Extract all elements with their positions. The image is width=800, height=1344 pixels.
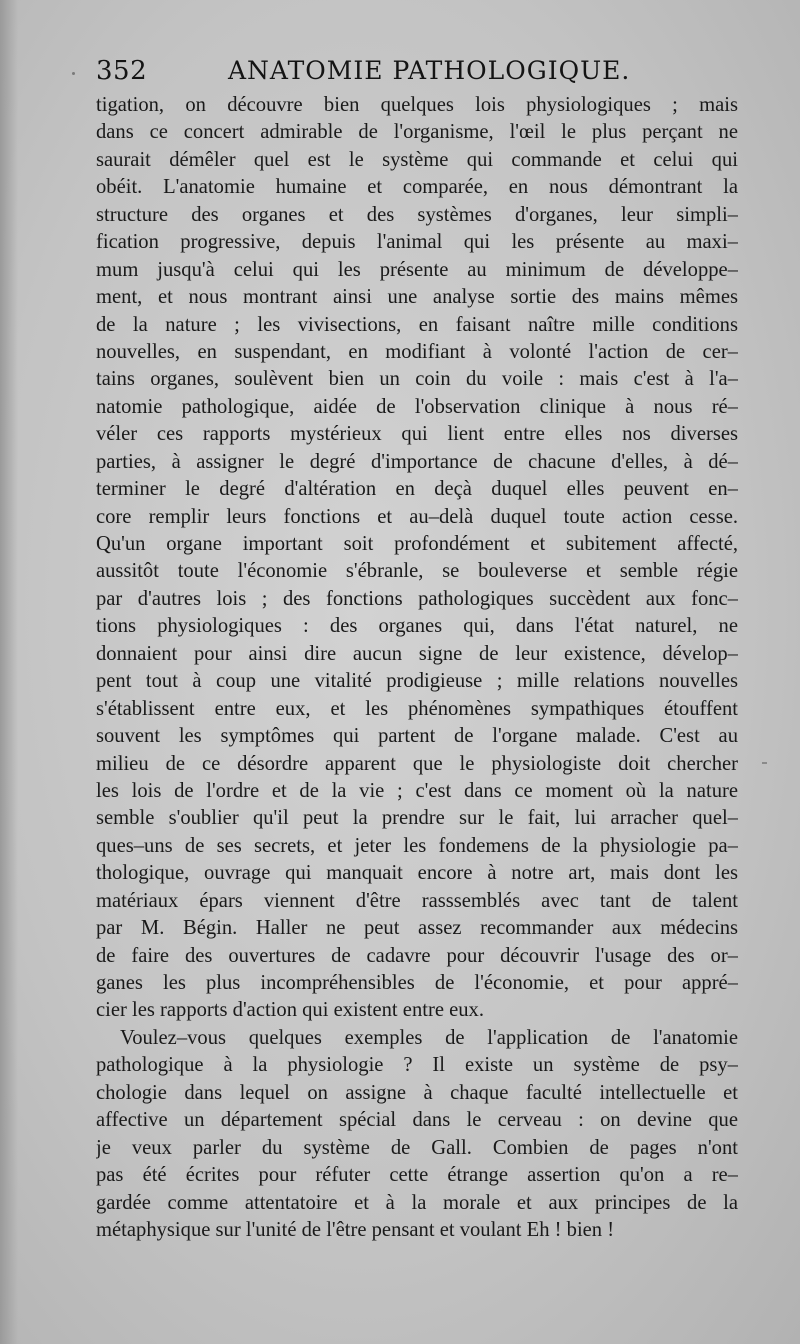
page-gutter-shadow bbox=[0, 0, 18, 1344]
text-line: par d'autres lois ; des fonctions pathologiques succèdent aux fonc– bbox=[96, 587, 738, 610]
text-line: core remplir leurs fonctions et au–delà duquel toute action cesse. bbox=[96, 505, 738, 528]
text-line: aussitôt toute l'économie s'ébranle, se bouleverse et semble régie bbox=[96, 560, 738, 583]
text-line: gardée comme attentatoire et à la morale et aux principes de la bbox=[96, 1191, 738, 1214]
text-line: natomie pathologique, aidée de l'observation clinique à nous ré– bbox=[96, 395, 738, 418]
text-line: de faire des ouvertures de cadavre pour découvrir l'usage des or– bbox=[96, 944, 738, 967]
text-line: nouvelles, en suspendant, en modifiant à volonté l'action de cer– bbox=[96, 340, 738, 363]
text-line: souvent les symptômes qui partent de l'organe malade. C'est au bbox=[96, 725, 738, 748]
text-line: donnaient pour ainsi dire aucun signe de leur existence, dévelop– bbox=[96, 642, 738, 665]
text-line: thologique, ouvrage qui manquait encore à notre art, mais dont les bbox=[96, 862, 738, 885]
text-line: fication progressive, depuis l'animal qui les présente au maxi– bbox=[96, 231, 738, 254]
text-line: pathologique à la physiologie ? Il existe un système de psy– bbox=[96, 1054, 738, 1077]
text-line: cier les rapports d'action qui existent entre eux. bbox=[96, 999, 484, 1022]
text-line: milieu de ce désordre apparent que le physiologiste doit chercher bbox=[96, 752, 738, 775]
text-line: obéit. L'anatomie humaine et comparée, en nous démontrant la bbox=[96, 176, 738, 199]
text-line: affective un département spécial dans le cerveau : on devine que bbox=[96, 1109, 738, 1132]
text-line: tains organes, soulèvent bien un coin du voile : mais c'est à l'a– bbox=[96, 368, 738, 391]
text-line: chologie dans lequel on assigne à chaque faculté intellectuelle et bbox=[96, 1081, 738, 1104]
text-line: par M. Bégin. Haller ne peut assez recommander aux médecins bbox=[96, 917, 738, 940]
text-line: pent tout à coup une vitalité prodigieuse ; mille relations nouvelles bbox=[96, 670, 738, 693]
text-line: mum jusqu'à celui qui les présente au minimum de développe– bbox=[96, 258, 738, 281]
running-title: ANATOMIE PATHOLOGIQUE. bbox=[228, 56, 631, 85]
margin-mark bbox=[762, 762, 767, 764]
text-line: structure des organes et des systèmes d'organes, leur simpli– bbox=[96, 203, 738, 226]
text-line: tions physiologiques : des organes qui, dans l'état naturel, ne bbox=[96, 615, 738, 638]
text-line: ment, et nous montrant ainsi une analyse sortie des mains mêmes bbox=[96, 286, 738, 309]
text-line: semble s'oublier qu'il peut la prendre sur le fait, lui arracher quel– bbox=[96, 807, 738, 830]
text-line: Qu'un organe important soit profondément et subitement affecté, bbox=[96, 533, 738, 555]
text-line: de la nature ; les vivisections, en faisant naître mille conditions bbox=[96, 313, 738, 336]
text-line: véler ces rapports mystérieux qui lient entre elles nos diverses bbox=[96, 423, 738, 446]
text-line: parties, à assigner le degré d'importance de chacune d'elles, à dé– bbox=[96, 450, 738, 473]
text-line: saurait démêler quel est le système qui commande et celui qui bbox=[96, 148, 738, 171]
page-number: 352 bbox=[96, 56, 148, 86]
ink-speck bbox=[72, 72, 75, 75]
text-line: je veux parler du système de Gall. Combien de pages n'ont bbox=[96, 1136, 738, 1159]
text-line: pas été écrites pour réfuter cette étrange assertion qu'on a re– bbox=[96, 1164, 738, 1187]
text-line: Voulez–vous quelques exemples de l'application de l'anatomie bbox=[120, 1026, 738, 1049]
text-line: dans ce concert admirable de l'organisme, l'œil le plus perçant ne bbox=[96, 121, 738, 144]
page-header bbox=[96, 52, 736, 92]
text-line: ganes les plus incompréhensibles de l'économie, et pour appré– bbox=[96, 972, 738, 994]
body-text bbox=[96, 92, 738, 1244]
text-line: tigation, on découvre bien quelques lois physiologiques ; mais bbox=[96, 94, 738, 116]
text-line: ques–uns de ses secrets, et jeter les fondemens de la physiologie pa– bbox=[96, 834, 738, 857]
text-line: métaphysique sur l'unité de l'être pensant et voulant Eh ! bien ! bbox=[96, 1218, 615, 1241]
text-line: s'établissent entre eux, et les phénomènes sympathiques étouffent bbox=[96, 697, 738, 720]
text-line: terminer le degré d'altération en deçà duquel elles peuvent en– bbox=[96, 478, 738, 501]
text-line: matériaux épars viennent d'être rasssemblés avec tant de talent bbox=[96, 889, 738, 912]
text-line: les lois de l'ordre et de la vie ; c'est dans ce moment où la nature bbox=[96, 779, 738, 802]
